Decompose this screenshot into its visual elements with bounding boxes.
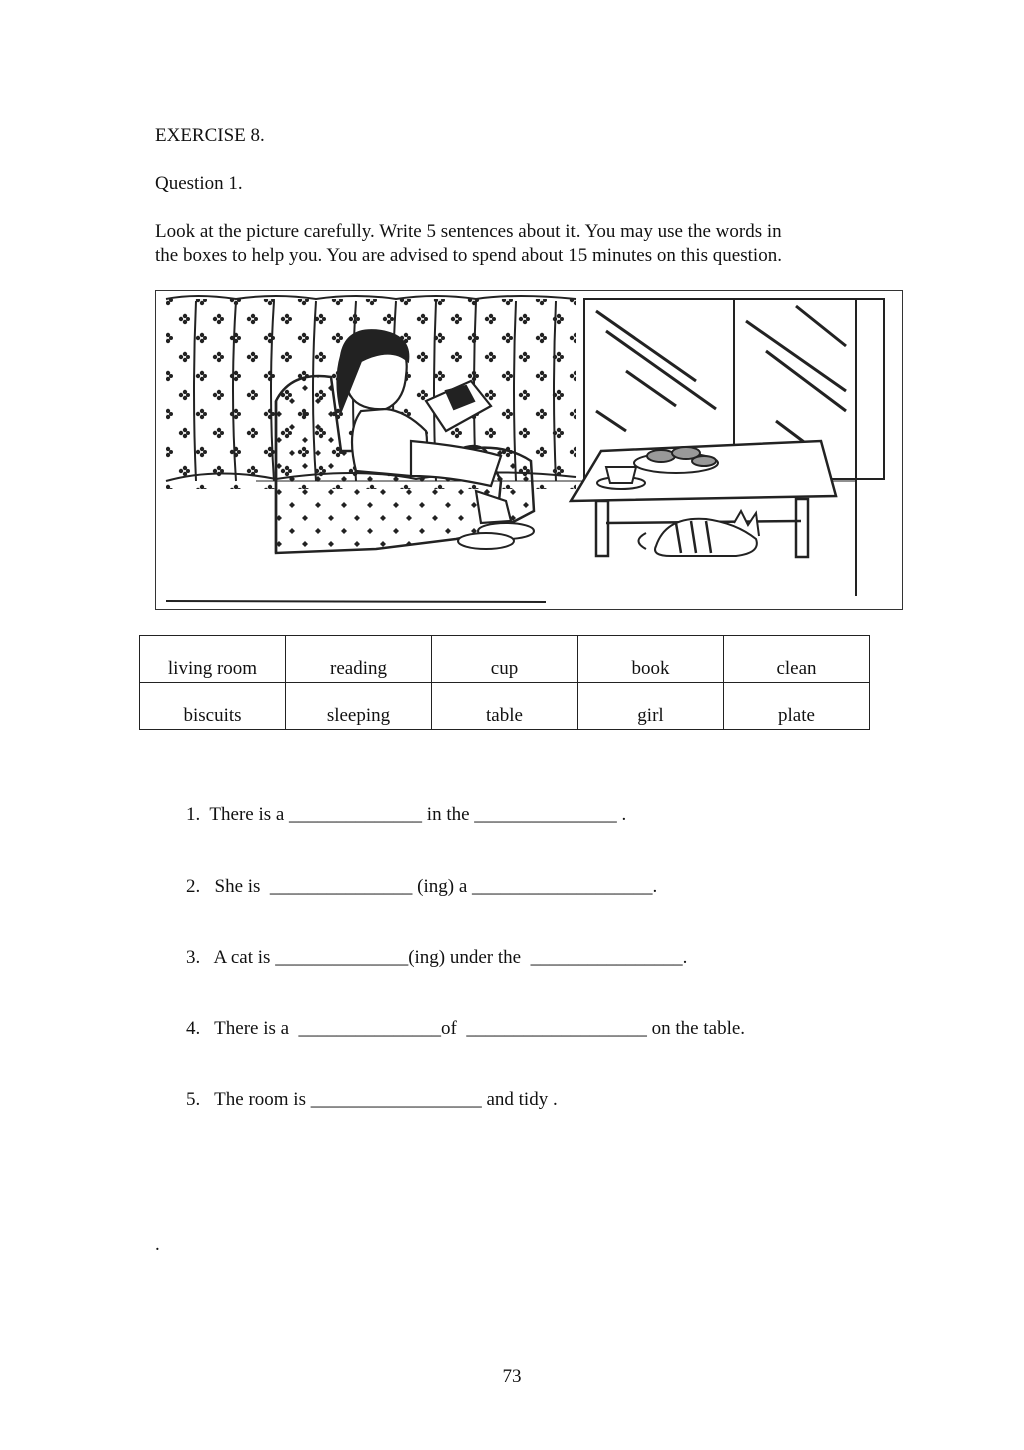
- word-row: [140, 636, 870, 683]
- word-cell: table: [432, 683, 578, 730]
- living-room-illustration: [155, 290, 903, 610]
- word-cell: cup: [432, 636, 578, 683]
- word-cell: sleeping: [286, 683, 432, 730]
- question-label: Question 1.: [155, 173, 243, 194]
- instructions-line-2: the boxes to help you. You are advised to spend about 15 minutes on this question.: [155, 245, 782, 266]
- instructions-line-1: Look at the picture carefully. Write 5 sentences about it. You may use the words in: [155, 221, 782, 242]
- exercise-title: EXERCISE 8.: [155, 125, 265, 146]
- sentence-4: 4. There is a _______________of ___________________ on the table.: [186, 1018, 746, 1039]
- sentence-5: 5. The room is __________________ and tidy .: [186, 1089, 558, 1110]
- sleeping-cat: [639, 511, 760, 556]
- word-row: [140, 683, 870, 730]
- page-number: 73: [502, 1366, 522, 1387]
- stray-mark: .: [155, 1234, 160, 1255]
- sentence-2: 2. She is _______________ (ing) a ___________________.: [186, 876, 658, 897]
- word-cell: plate: [724, 683, 870, 730]
- word-cell: book: [578, 636, 724, 683]
- illustration-drawing: [156, 291, 902, 609]
- word-cell: clean: [724, 636, 870, 683]
- word-cell: biscuits: [140, 683, 286, 730]
- sentence-1: 1. There is a ______________ in the _______________ .: [186, 804, 627, 825]
- word-cell: reading: [286, 636, 432, 683]
- word-cell: living room: [140, 636, 286, 683]
- word-cell: girl: [578, 683, 724, 730]
- word-box-table: [139, 635, 870, 730]
- sentence-3: 3. A cat is ______________(ing) under the ________________.: [186, 947, 688, 968]
